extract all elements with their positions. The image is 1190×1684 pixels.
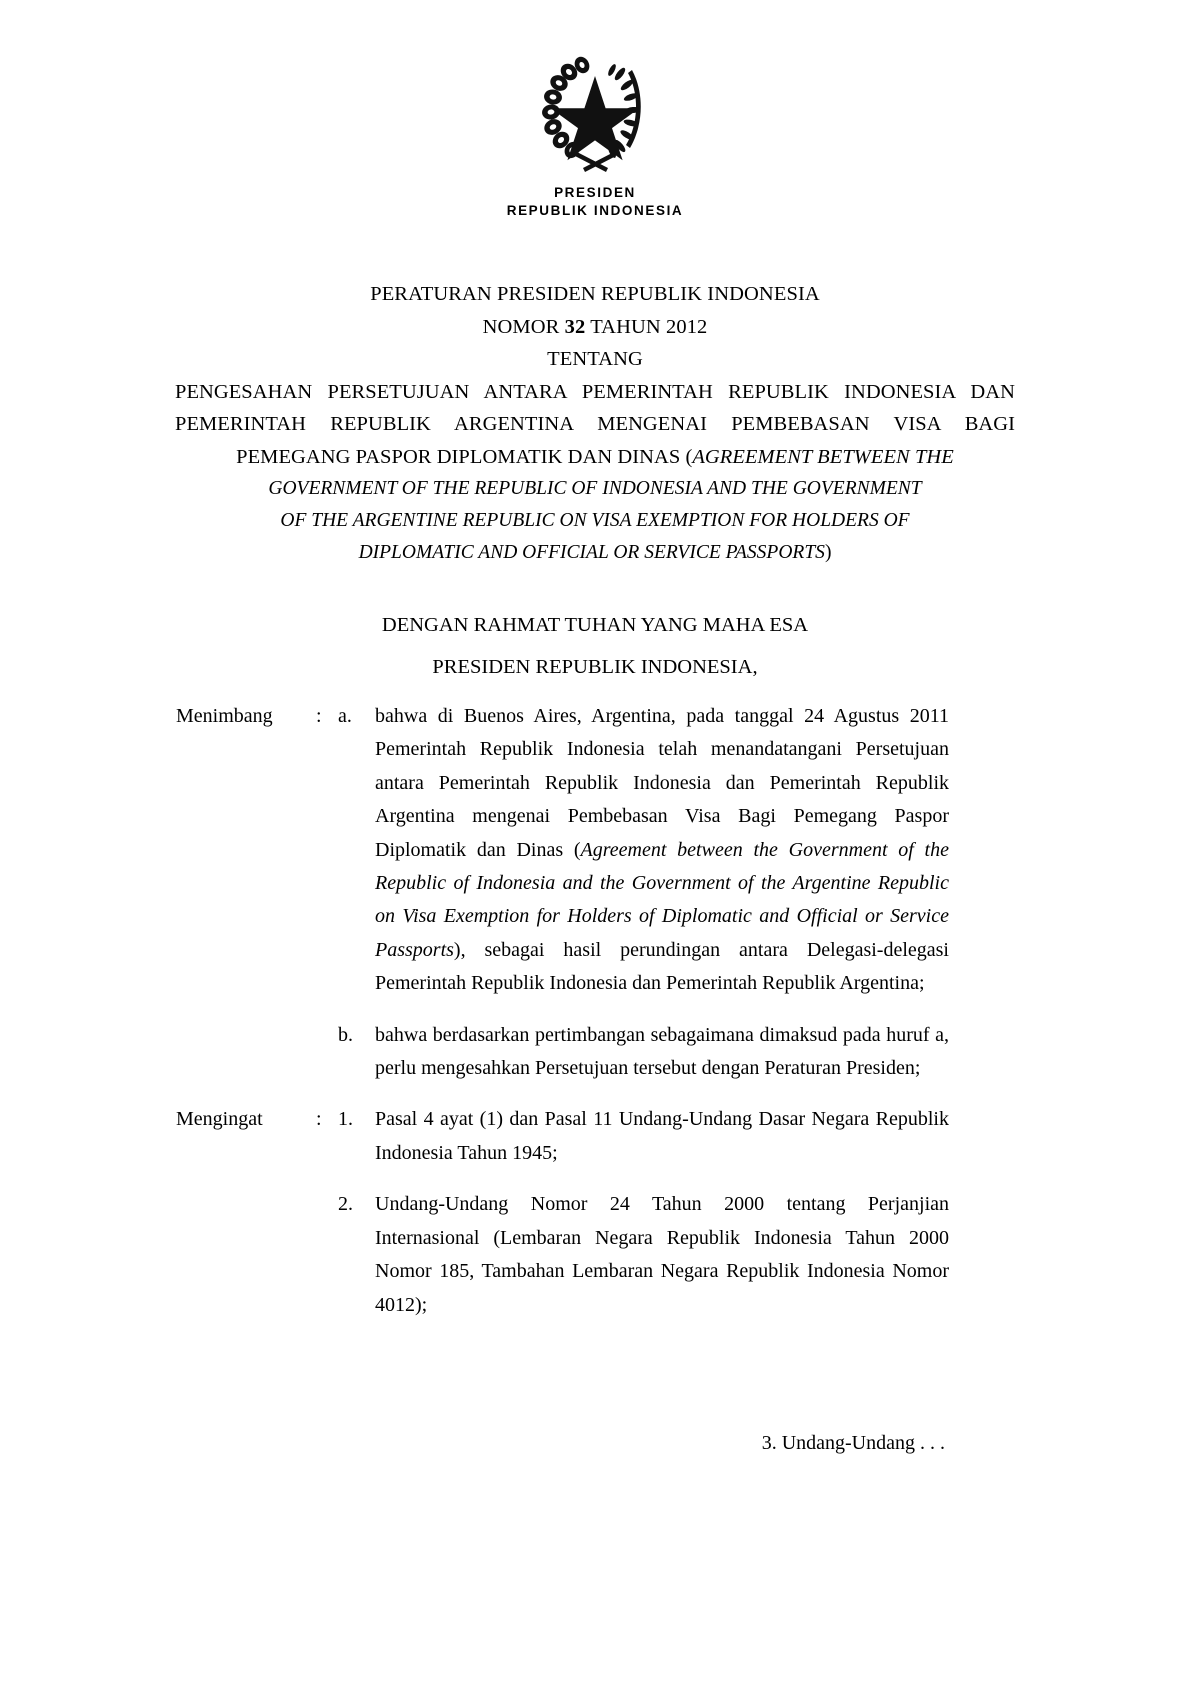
emblem-caption-line1: PRESIDEN [554, 185, 636, 200]
invocation-heading: DENGAN RAHMAT TUHAN YANG MAHA ESA [381, 614, 809, 636]
indonesia-presidential-seal-icon [520, 40, 670, 180]
regulation-subject [175, 376, 1015, 474]
clause-colon: : [316, 1108, 322, 1131]
nomor-prefix: NOMOR [482, 315, 560, 338]
subject-english-line1: AGREEMENT BETWEEN THE [692, 445, 954, 468]
subject-paren-open: ( [685, 445, 693, 468]
clause-row [0, 1103, 1190, 1170]
presidential-emblem-block [0, 40, 1190, 220]
subject-english-line3: OF THE ARGENTINE REPUBLIC ON VISA EXEMPTION FOR HOLDERS OF [280, 510, 910, 531]
clause-text-part2: ), sebagai hasil perundingan antara Delegasi-delegasi Pemerintah Republik Indonesia dan Pemerintah Republik Argentina; [375, 938, 949, 995]
clause-marker-2: 2. [338, 1193, 353, 1216]
page-continuation-marker: 3. Undang-Undang . . . [761, 1432, 945, 1454]
subject-english-line2: GOVERNMENT OF THE REPUBLIC OF INDONESIA AND THE GOVERNMENT [268, 478, 922, 499]
clause-text-mengingat-1: Pasal 4 ayat (1) dan Pasal 11 Undang-Undang Dasar Negara Republik Indonesia Tahun 1945; [375, 1108, 949, 1164]
spacer [0, 1085, 1190, 1103]
spacer [0, 1170, 1190, 1188]
clause-row [0, 700, 1190, 1001]
regulation-type-line: PERATURAN PRESIDEN REPUBLIK INDONESIA [370, 283, 820, 305]
clause-text-part1: bahwa di Buenos Aires, Argentina, pada tanggal 24 Agustus 2011 Pemerintah Republik Indonesia telah menandatangani Persetujuan antara Pemerintah Republik Indonesia dan Pemerintah Republik Argentina mengenai Pembebasan Visa Bagi Pemegang Paspor Diplomatik dan Dinas ( [375, 705, 949, 861]
spacer [0, 1001, 1190, 1019]
title-block [175, 278, 1015, 569]
clause-area [0, 700, 1190, 1322]
nomor-value: 32 [564, 315, 586, 338]
nomor-suffix: TAHUN 2012 [590, 315, 708, 338]
clause-row [0, 1188, 1190, 1322]
clause-text-menimbang-b: bahwa berdasarkan pertimbangan sebagaimana dimaksud pada huruf a, perlu mengesahkan Persetujuan tersebut dengan Peraturan Presiden; [375, 1023, 949, 1080]
clause-marker-1: 1. [338, 1108, 353, 1131]
subject-english-line4-wrap [175, 537, 1015, 569]
clause-marker-b: b. [338, 1023, 353, 1046]
signatory-heading: PRESIDEN REPUBLIK INDONESIA, [432, 656, 758, 678]
subject-english-line4: DIPLOMATIC AND OFFICIAL OR SERVICE PASSPORTS [358, 542, 825, 563]
clause-text-menimbang-a [375, 700, 949, 1001]
emblem-caption [0, 184, 1190, 220]
clause-label-menimbang: Menimbang [176, 705, 273, 727]
subject-indonesian: PENGESAHAN PERSETUJUAN ANTARA PEMERINTAH REPUBLIK INDONESIA DAN PEMERINTAH REPUBLIK ARGENTINA MENGENAI PEMBEBASAN VISA BAGI PEMEGANG PASPOR DIPLOMATIK DAN DINAS [175, 380, 1015, 468]
tentang-label: TENTANG [547, 348, 643, 370]
clause-text-italic: Agreement between the Government of the Republic of Indonesia and the Government of the Argentine Republic on Visa Exemption for Holders of Diplomatic and Official or Service Passports [375, 838, 949, 961]
regulation-number-line [175, 311, 1015, 344]
clause-text-mengingat-2: Undang-Undang Nomor 24 Tahun 2000 tentang Perjanjian Internasional (Lembaran Negara Republik Indonesia Tahun 2000 Nomor 185, Tambahan Lembaran Negara Republik Indonesia Nomor 4012); [375, 1193, 949, 1316]
subject-paren-close: ) [824, 542, 832, 563]
emblem-caption-line2: REPUBLIK INDONESIA [506, 202, 684, 218]
clause-label-mengingat: Mengingat [176, 1108, 263, 1131]
clause-colon: : [316, 705, 322, 727]
clause-marker-a: a. [338, 705, 352, 727]
clause-row [0, 1019, 1190, 1086]
